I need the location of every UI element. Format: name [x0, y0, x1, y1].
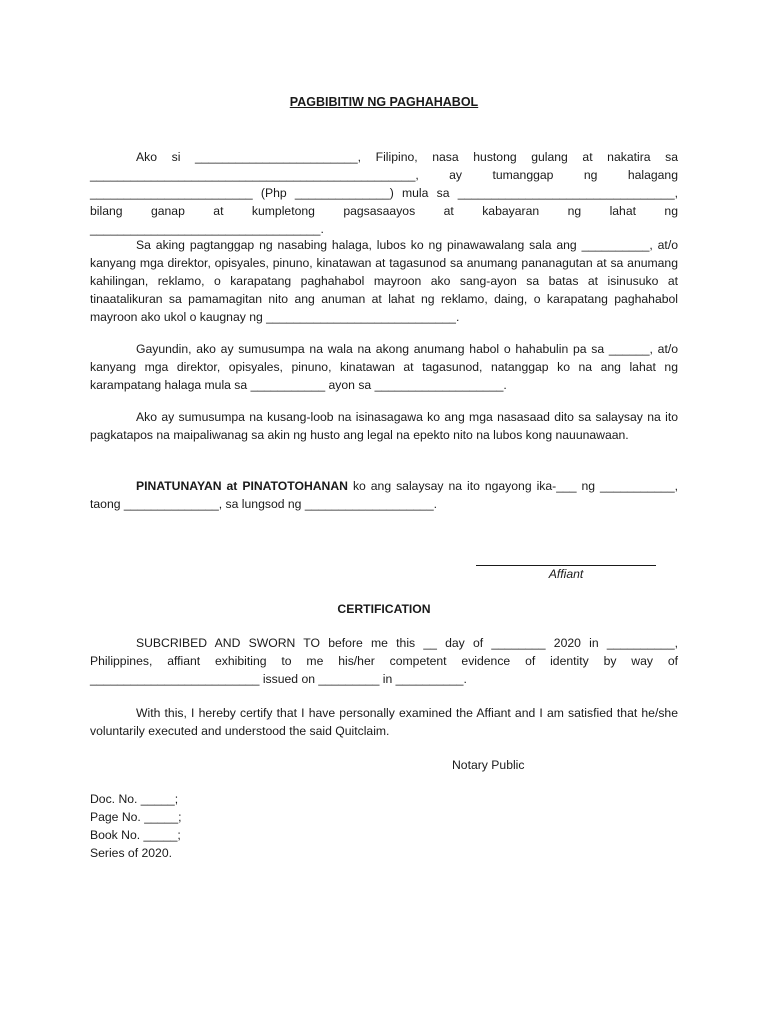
certification-title: CERTIFICATION [337, 602, 431, 616]
notary-public-label: Notary Public [452, 758, 525, 772]
page-title: PAGBIBITIW NG PAGHAHABOL [289, 95, 479, 109]
paragraph-attestation [90, 477, 678, 513]
paragraph-receipt: Ako si ________________________, Filipino, nasa hustong gulang at nakatira sa ________________________________________________, ay tumanggap ng halagang ________________________ (Php ______________) mula sa ________________________________, bilang ganap at kumpletong pagsasaayos at kabayaran ng lahat ng __________________________________. [90, 150, 678, 236]
notarial-records [90, 790, 181, 862]
page-no: Page No. _____; [90, 810, 182, 824]
affiant-label: Affiant [548, 567, 584, 581]
series: Series of 2020. [90, 846, 172, 860]
attestation-lead: PINATUNAYAN at PINATOTOHANAN [136, 479, 348, 493]
paragraph-voluntary: Ako ay sumusumpa na kusang-loob na isinasagawa ko ang mga nasasaad dito sa salaysay na ito pagkatapos na maipaliwanag sa akin ng husto ang legal na epekto nito na lubos kong nauunawaan. [90, 410, 678, 442]
book-no: Book No. _____; [90, 828, 181, 842]
doc-no: Doc. No. _____; [90, 792, 179, 806]
paragraph-waiver: Gayundin, ako ay sumusumpa na wala na akong anumang habol o hahabulin pa sa ______, at/o kanyang mga direktor, opisyales, pinuno, kinatawan at tagasunod, natanggap ko na ang lahat ng karampatang halaga mula sa ___________ ayon sa ___________________. [90, 342, 678, 392]
attestation-text: ko ang salaysay na ito ngayong ika-___ ng ___________, taong ______________, sa lungsod ng ___________________. [90, 479, 678, 511]
paragraph-release: Sa aking pagtanggap ng nasabing halaga, lubos ko ng pinawawalang sala ang __________, at/o kanyang mga direktor, opisyales, pinuno, kinatawan at tagasunod sa anumang pananagutan at sa anumang kahilingan, reklamo, o karapatang paghahabol mayroon ako sang-ayon sa batas at isinusuko at tinaatalikuran sa pamamagitan nito ang anuman at lahat ng reklamo, daing, o karapatang paghahabol mayroon ako ukol o kaugnay ng ____________________________. [90, 238, 678, 324]
paragraph-certify: With this, I hereby certify that I have personally examined the Affiant and I am satisfied that he/she voluntarily executed and understood the said Quitclaim. [90, 706, 678, 738]
paragraph-sworn: SUBCRIBED AND SWORN TO before me this __ day of ________ 2020 in __________, Philippines, affiant exhibiting to me his/her competent evidence of identity by way of _________________________ issued on _________ in __________. [90, 636, 678, 686]
affiant-signature-line [476, 547, 656, 566]
